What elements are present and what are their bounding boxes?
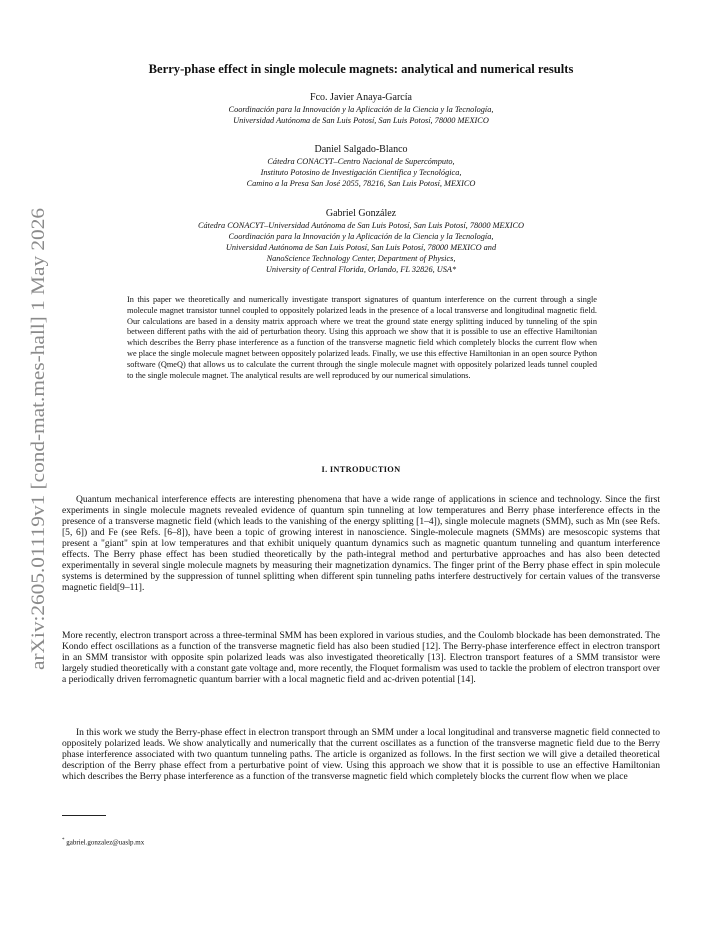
abstract: In this paper we theoretically and numerically investigate transport signatures of quantum interference on the current through a single molecule magnet transistor tunnel coupled to oppositely polarized leads in the presence of a local transverse and longitudinal magnetic field. Our calculations are based in a density matrix approach where we treat the ground state energy splitting induced by tunneling of the spin between different paths with the aid of perturbation theory. Using this approach we show that it is possible to use an effective Hamiltonian which describes the Berry phase interference as a function of the transverse magnetic field which completely blocks the current flow when we place the single molecule magnet between oppositely polarized leads. Finally, we use this effective Hamiltonian in an open source Python software (QmeQ) that allows us to calculate the current through the single molecule magnet with oppositely polarized leads tunnel coupled to the single molecule magnet. The analytical results are well reproduced by our numerical simulations. [127,295,597,380]
arxiv-identifier: arXiv:2605.01119v1 [cond-mat.mes-hall] 1 May 2026 [28,253,49,670]
body-paragraph: In this work we study the Berry-phase effect in electron transport through an SMM under a local longitudinal and transverse magnetic field connected to oppositely polarized leads. We show analytically and numerically that the current oscillates as a function of the transverse magnetic field due to the Berry phase interference associated with two quantum tunneling paths. The article is organized as follows. In the first section we will give a detailed theoretical description of the Berry phase effect from a perturbative point of view. Using this approach we show that it is possible to use an effective Hamiltonian which describes the Berry phase interference as a function of the transverse magnetic field which completely blocks the current flow when we place [62,727,660,783]
affiliation-line: Universidad Autónoma de San Luis Potosí, San Luis Potosí, 78000 MEXICO [233,116,489,125]
section-heading: I. INTRODUCTION [321,465,401,474]
affiliation-line: Instituto Potosino de Investigación Científica y Tecnológica, [260,168,462,177]
affiliation-line: Coordinación para la Innovación y la Aplicación de la Ciencia y la Tecnología, [228,105,494,114]
body-paragraph: Quantum mechanical interference effects are interesting phenomena that have a wide range of applications in science and technology. Since the first experiments in single molecule magnets revealed evidence of quantum spin tunneling at low temperatures and Berry phase interference effects in the presence of a transverse magnetic field (which leads to the vanishing of the energy splitting [1–4]), single molecule magnets (SMM), such as Mn (see Refs. [5, 6]) and Fe (see Refs. [6–8]), have been a topic of growing interest in nanoscience. Single-molecule magnets (SMMs) are mesoscopic systems that present a "giant" spin at low temperatures and that exhibit uniquely quantum dynamics such as magnetic quantum tunneling and quantum interference effects. The Berry phase effect has been studied theoretically by the path-integral method and perturbative approaches and has also been detected experimentally in several single molecule magnets by measuring their magnetization dynamics. The finger print of the Berry phase effect in spin molecule systems is determined by the suppression of tunnel splitting when different spin tunneling paths interfere destructively for certain values of the transverse magnetic field[9–11]. [62,494,660,594]
footnote-marker: * [62,838,65,843]
footnote-email[interactable]: gabriel.gonzalez@uaslp.mx [66,838,145,847]
footnote-rule [62,815,106,816]
body-paragraph: More recently, electron transport across a three-terminal SMM has been explored in various studies, and the Coulomb blockade has been demonstrated. The Kondo effect oscillations as a function of the transverse magnetic field has also been studied [12]. The Berry-phase interference effect in electron transport in an SMM transistor with opposite spin polarized leads was also investigated theoretically [13]. Electron transport features of a SMM transistor were largely studied theoretically with a constant gate voltage and, more recently, the Floquet formalism was used to tackle the problem of electron transport over a periodically driven ferromagnetic quantum barrier with a local magnetic field and ac-driven potential [14]. [62,630,660,686]
arxiv-side-stamp [14,205,54,675]
affiliation-line: Cátedra CONACYT–Universidad Autónoma de San Luis Potosí, San Luis Potosí, 78000 MEXICO [198,221,524,230]
paper-title: Berry-phase effect in single molecule magnets: analytical and numerical results [148,62,574,76]
affiliation-line: NanoScience Technology Center, Department of Physics, [266,254,456,263]
affiliation-line: Universidad Autónoma de San Luis Potosí, San Luis Potosí, 78000 MEXICO and [225,243,497,252]
author-name: Fco. Javier Anaya-García [310,92,412,103]
author-name: Gabriel González [325,208,397,219]
affiliation-line: Coordinación para la Innovación y la Aplicación de la Ciencia y la Tecnología, [228,232,494,241]
affiliation-line: Cátedra CONACYT–Centro Nacional de Supercómputo, [267,157,455,166]
affiliation-line: Camino a la Presa San José 2055, 78216, San Luis Potosí, MEXICO [246,179,476,188]
footnote [62,838,144,846]
author-name: Daniel Salgado-Blanco [314,144,408,155]
affiliation-line: University of Central Florida, Orlando, FL 32826, USA* [265,265,457,274]
